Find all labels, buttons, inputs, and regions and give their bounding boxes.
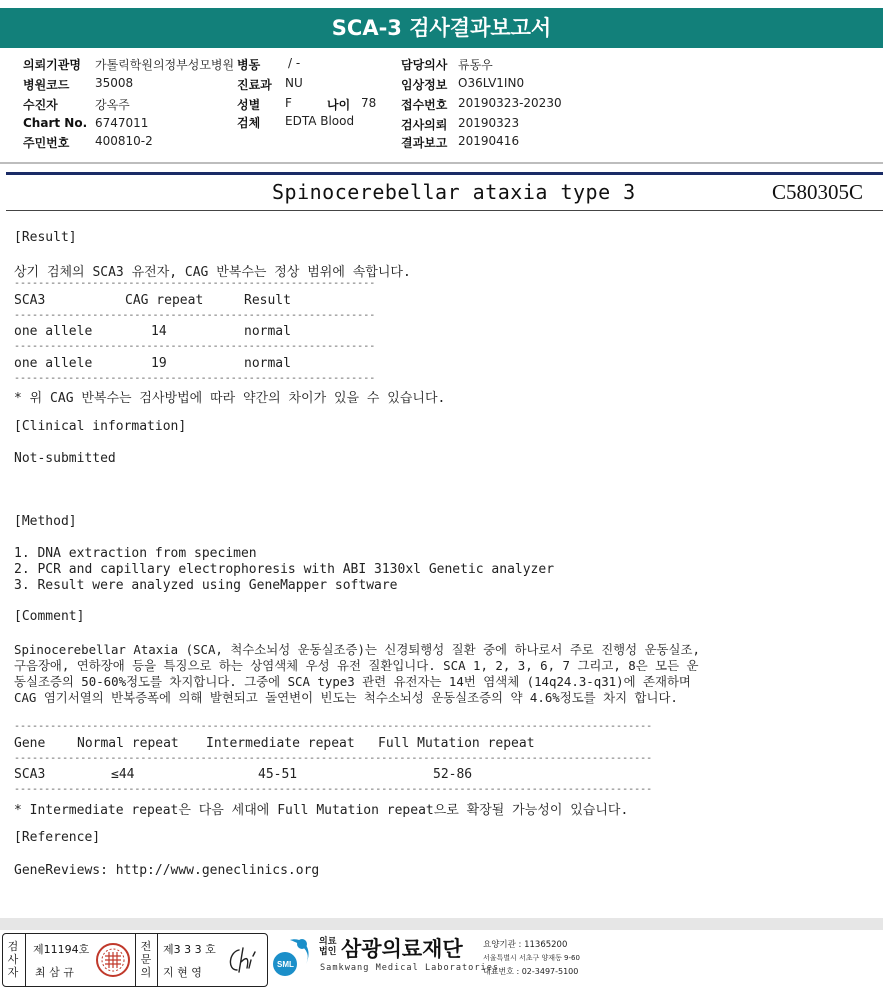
org-code: 요양기관 : 11365200 bbox=[483, 940, 568, 950]
signature-divider bbox=[135, 934, 136, 986]
label-resident-no: 주민번호 bbox=[23, 136, 70, 150]
test-code: C580305C bbox=[772, 180, 864, 204]
specialist-label: 전문의 bbox=[140, 940, 152, 979]
header-divider bbox=[0, 162, 883, 164]
examiner-license-no: 제11194호 bbox=[33, 943, 90, 956]
label-clinical-info: 임상정보 bbox=[401, 78, 448, 92]
test-name-divider bbox=[6, 210, 883, 211]
value-receipt-no: 20190323-20230 bbox=[458, 96, 562, 110]
value-clinical-info: O36LV1IN0 bbox=[458, 76, 525, 90]
specialist-license-no: 제3 3 3 호 bbox=[163, 943, 216, 956]
result-note: * 위 CAG 반복수는 검사방법에 따라 약간의 차이가 있을 수 있습니다. bbox=[14, 391, 446, 406]
signature-scribble-icon bbox=[225, 944, 265, 978]
comment-line-2: 구음장애, 연하장애 등을 특징으로 하는 상염색체 우성 유전 질환입니다. SCA 1, 2, 3, 6, 7 그리고, 8은 모든 운 bbox=[14, 658, 699, 673]
value-specimen: EDTA Blood bbox=[285, 114, 355, 128]
label-sex: 성별 bbox=[237, 98, 261, 112]
report-title: SCA-3 검사결과보고서 bbox=[0, 8, 883, 48]
test-name: Spinocerebellar ataxia type 3 bbox=[272, 180, 636, 204]
result-row1-allele: one allele bbox=[14, 324, 93, 339]
reference-heading: [Reference] bbox=[14, 830, 101, 845]
result-summary: 상기 검체의 SCA3 유전자, CAG 반복수는 정상 범위에 속합니다. bbox=[14, 265, 411, 280]
comment-line-4: CAG 염기서열의 반복증폭에 의해 발현되고 돌연변이 빈도는 척수소뇌성 운동실조증의 약 4.6%정도를 차지 합니다. bbox=[14, 690, 678, 705]
org-name: 삼광의료재단 bbox=[341, 937, 463, 961]
seal-stamp-icon bbox=[95, 942, 131, 978]
org-logo-text: SML bbox=[277, 960, 294, 969]
specialist-name: 지 현 영 bbox=[163, 966, 202, 979]
comment-row-full-mutation: 52-86 bbox=[433, 767, 473, 782]
org-phone: 대표번호 : 02-3497-5100 bbox=[483, 967, 579, 976]
comment-col-full-mutation: Full Mutation repeat bbox=[378, 736, 535, 751]
examiner-label: 검사자 bbox=[7, 940, 19, 979]
org-logo-icon bbox=[272, 934, 318, 978]
value-patient-name: 강옥주 bbox=[95, 98, 130, 112]
label-age: 나이 bbox=[327, 98, 351, 112]
dash-line: ---------------------------------------------------------------------------------------------------------- bbox=[14, 753, 653, 764]
label-patient-name: 수진자 bbox=[23, 98, 58, 112]
dash-line: ---------------------------------------------------------------------------------------------------------- bbox=[14, 784, 653, 795]
dash-line: ------------------------------------------------------------ bbox=[14, 341, 376, 352]
result-row2-cag: 19 bbox=[151, 356, 167, 371]
comment-heading: [Comment] bbox=[14, 609, 85, 624]
comment-col-normal: Normal repeat bbox=[77, 736, 179, 751]
clinical-heading: [Clinical information] bbox=[14, 419, 187, 434]
result-col-cag: CAG repeat bbox=[125, 293, 204, 308]
value-hospital-code: 35008 bbox=[95, 76, 134, 90]
label-requesting-institution: 의뢰기관명 bbox=[23, 58, 81, 72]
method-step-3: 3. Result were analyzed using GeneMapper software bbox=[14, 578, 398, 593]
label-chart-no: Chart No. bbox=[23, 116, 88, 130]
comment-row-normal: ≤44 bbox=[111, 767, 135, 782]
comment-col-gene: Gene bbox=[14, 736, 46, 751]
header-info bbox=[0, 50, 883, 162]
signature-divider bbox=[25, 934, 26, 986]
method-step-2: 2. PCR and capillary electrophoresis with ABI 3130xl Genetic analyzer bbox=[14, 562, 555, 577]
clinical-text: Not-submitted bbox=[14, 451, 116, 466]
comment-row-gene: SCA3 bbox=[14, 767, 46, 782]
result-col-result: Result bbox=[244, 293, 291, 308]
label-receipt-no: 접수번호 bbox=[401, 98, 448, 112]
comment-col-intermediate: Intermediate repeat bbox=[206, 736, 355, 751]
value-sex: F bbox=[285, 96, 292, 110]
label-hospital-code: 병원코드 bbox=[23, 78, 70, 92]
comment-note: * Intermediate repeat은 다음 세대에 Full Mutation repeat으로 확장될 가능성이 있습니다. bbox=[14, 803, 629, 818]
dash-line: ------------------------------------------------------------ bbox=[14, 278, 376, 289]
label-physician: 담당의사 bbox=[401, 58, 448, 72]
result-col-gene: SCA3 bbox=[14, 293, 46, 308]
result-row1-result: normal bbox=[244, 324, 291, 339]
org-name-en: Samkwang Medical Laboratories bbox=[320, 963, 500, 973]
result-row1-cag: 14 bbox=[151, 324, 167, 339]
examiner-name: 최 삼 규 bbox=[35, 966, 74, 979]
dash-line: ---------------------------------------------------------------------------------------------------------- bbox=[14, 721, 653, 732]
value-report-date: 20190416 bbox=[458, 134, 520, 148]
dash-line: ------------------------------------------------------------ bbox=[14, 310, 376, 321]
value-resident-no: 400810-2 bbox=[95, 134, 153, 148]
value-chart-no: 6747011 bbox=[95, 116, 149, 130]
label-request-date: 검사의뢰 bbox=[401, 118, 448, 132]
dash-line: ------------------------------------------------------------ bbox=[14, 373, 376, 384]
value-physician: 류동우 bbox=[458, 58, 493, 72]
result-row2-allele: one allele bbox=[14, 356, 93, 371]
org-type: 의료법인 bbox=[319, 937, 337, 957]
value-requesting-institution: 가톨릭학원의정부성모병원 bbox=[95, 58, 235, 72]
section-divider-top bbox=[6, 172, 883, 175]
comment-row-intermediate: 45-51 bbox=[258, 767, 298, 782]
method-step-1: 1. DNA extraction from specimen bbox=[14, 546, 257, 561]
label-report-date: 결과보고 bbox=[401, 136, 448, 150]
value-department: NU bbox=[285, 76, 303, 90]
reference-text: GeneReviews: http://www.geneclinics.org bbox=[14, 863, 320, 878]
result-row2-result: normal bbox=[244, 356, 291, 371]
result-heading: [Result] bbox=[14, 230, 77, 245]
value-age: 78 bbox=[361, 96, 377, 110]
org-address: 서울특별시 서초구 양재동 9-60 bbox=[483, 954, 580, 962]
label-specimen: 검체 bbox=[237, 116, 261, 130]
signature-divider bbox=[157, 934, 158, 986]
comment-line-1: Spinocerebellar Ataxia (SCA, 척수소뇌성 운동실조증)는 신경퇴행성 질환 중에 하나로서 주로 진행성 운동실조, bbox=[14, 642, 700, 657]
label-ward: 병동 bbox=[237, 58, 261, 72]
signature-box bbox=[2, 933, 268, 987]
footer-band bbox=[0, 918, 883, 930]
comment-line-3: 동실조증의 50-60%정도를 차지합니다. 그중에 SCA type3 관련 유전자는 14번 염색체 (14q24.3-q31)에 존재하며 bbox=[14, 674, 691, 689]
value-request-date: 20190323 bbox=[458, 116, 520, 130]
method-heading: [Method] bbox=[14, 514, 77, 529]
label-department: 진료과 bbox=[237, 78, 272, 92]
value-ward: / - bbox=[288, 56, 301, 70]
